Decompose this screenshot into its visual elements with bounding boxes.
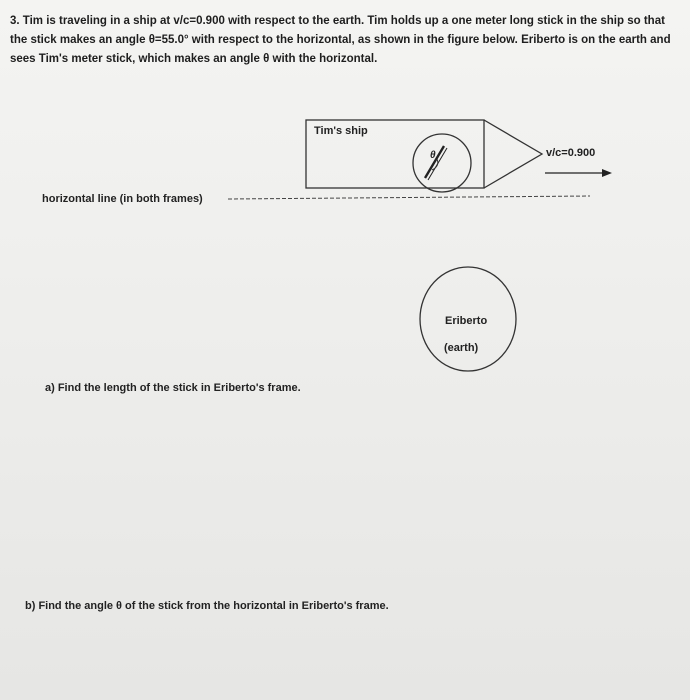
earth-name-label: Eriberto — [445, 315, 488, 327]
problem-statement: 3. Tim is traveling in a ship at v/c=0.900 with respect to the earth. Tim holds up a one meter long stick in the ship so that the stick makes an angle θ=55.0° with respect to the horizontal, as shown in the figure below. Eriberto is on the earth and sees Tim's meter stick, which makes an angle θ with the horizontal. — [10, 15, 671, 65]
question-b: b) Find the angle θ of the stick from the horizontal in Eriberto's frame. — [25, 600, 389, 612]
question-a: a) Find the length of the stick in Eriberto's frame. — [45, 382, 301, 394]
stick-circle — [413, 134, 471, 192]
velocity-label: v/c=0.900 — [546, 147, 596, 159]
ship-label: Tim's ship — [314, 125, 368, 137]
ship-nose — [484, 120, 542, 188]
horizontal-dashed-line — [228, 196, 590, 199]
angle-symbol: θ — [430, 150, 436, 161]
horizontal-line-label: horizontal line (in both frames) — [42, 193, 203, 205]
earth-place-label: (earth) — [444, 342, 479, 354]
velocity-arrowhead — [602, 169, 612, 177]
